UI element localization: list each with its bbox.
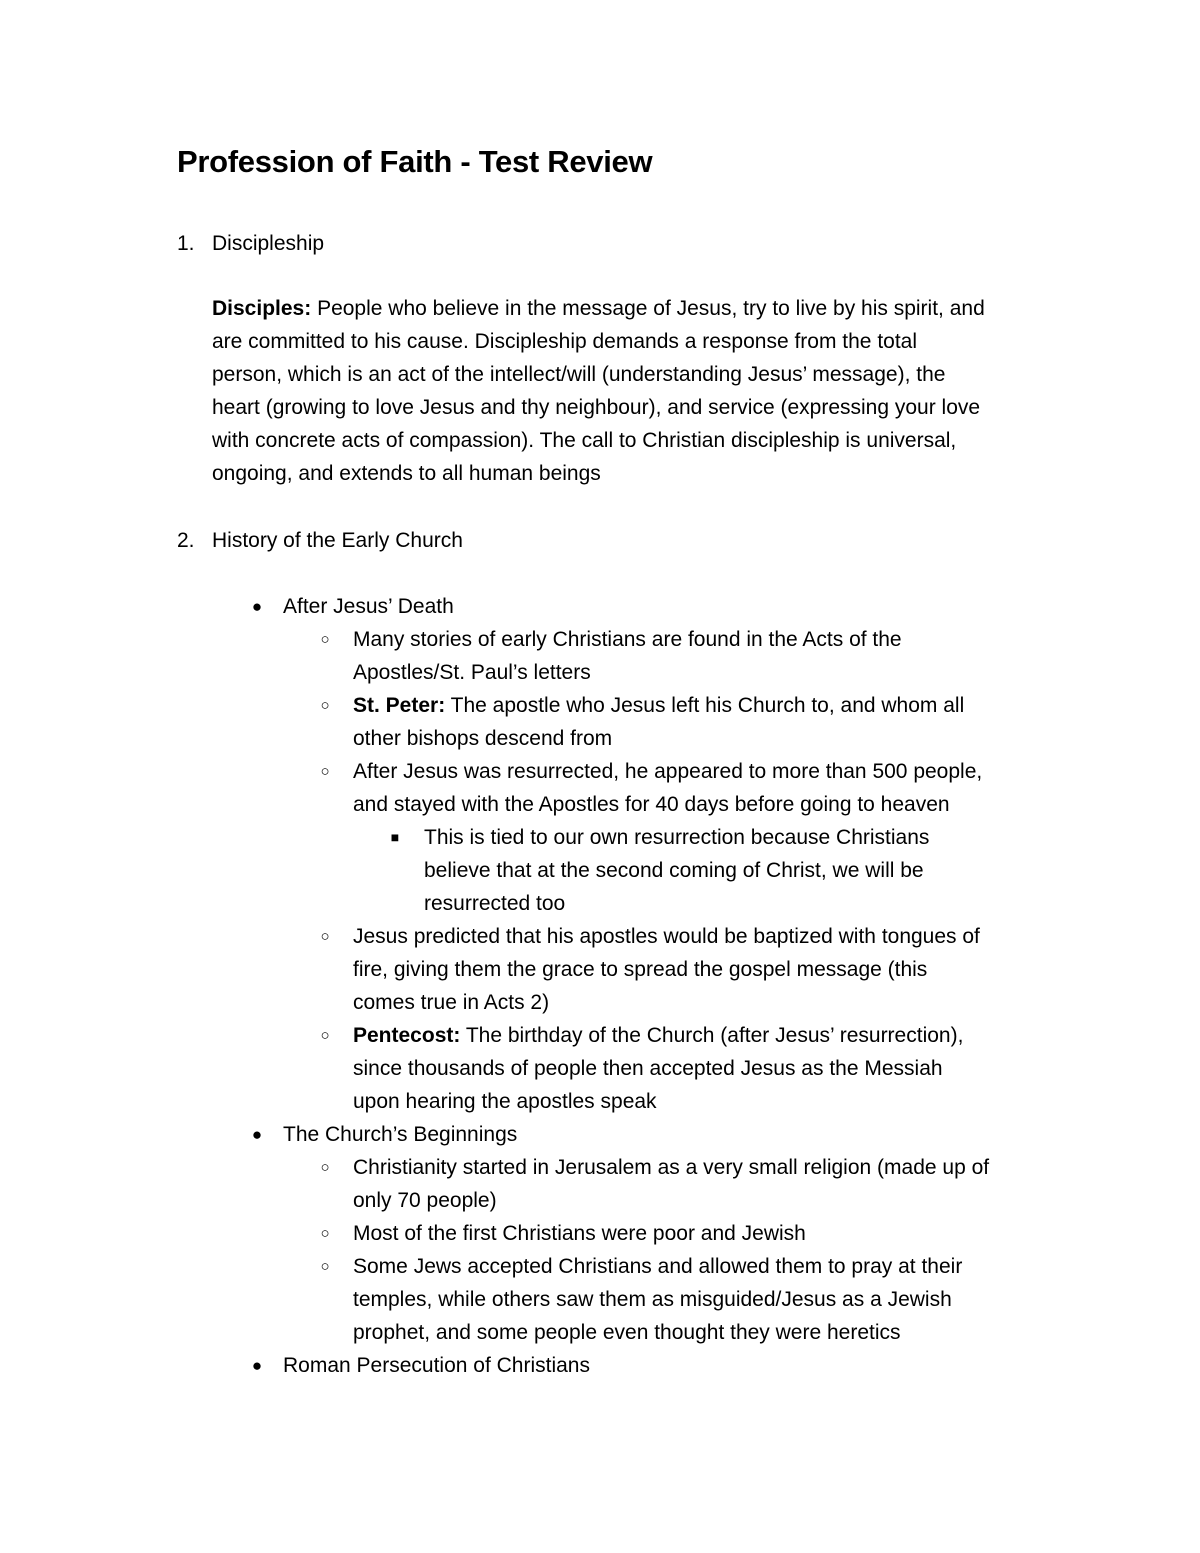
bullet-after-jesus-death	[0, 590, 1200, 623]
early-church-outline	[0, 590, 1200, 1382]
definition-line: Disciples: People who believe in the message of Jesus, try to live by his spirit, and	[212, 297, 985, 320]
bullet-circle-icon: ○	[320, 1159, 330, 1176]
bullet-circle-icon: ○	[320, 697, 330, 714]
definition-term: Disciples:	[212, 297, 312, 320]
bullet-circle-icon: ○	[320, 1258, 330, 1275]
sub-bullet-acts-stories	[0, 623, 1200, 689]
bullet-circle-icon: ○	[320, 928, 330, 945]
definition-line: ongoing, and extends to all human beings	[212, 462, 601, 485]
sub-bullet-text: After Jesus was resurrected, he appeared to more than 500 people, and stayed with the Apostles for 40 days before going to heaven	[353, 760, 983, 816]
page-title: Profession of Faith - Test Review	[177, 144, 653, 179]
section-1-heading: Discipleship	[212, 232, 325, 255]
bullet-disc-icon: ●	[251, 1356, 263, 1375]
bullet-label: Roman Persecution of Christians	[283, 1354, 590, 1377]
definition-line: with concrete acts of compassion). The call to Christian discipleship is universal,	[212, 429, 957, 452]
bullet-circle-icon: ○	[320, 763, 330, 780]
bullet-churchs-beginnings	[0, 1118, 1200, 1151]
bullet-circle-icon: ○	[320, 1027, 330, 1044]
sub-bullet-text: Pentecost: The birthday of the Church (after Jesus’ resurrection), since thousands of people then accepted Jesus as the Messiah upon hearing the apostles speak	[353, 1024, 964, 1113]
bullet-label: The Church’s Beginnings	[283, 1123, 518, 1146]
term-pentecost: Pentecost:	[353, 1024, 461, 1047]
sub-bullet-text: Jesus predicted that his apostles would be baptized with tongues of fire, giving them the grace to spread the gospel message (this comes true in Acts 2)	[353, 925, 980, 1014]
disciples-definition	[212, 292, 1072, 490]
section-2-heading: History of the Early Church	[212, 529, 463, 552]
bullet-square-icon: ■	[390, 829, 400, 845]
sub-bullet-first-christians	[0, 1217, 1200, 1250]
sub-bullet-text: Many stories of early Christians are found in the Acts of the Apostles/St. Paul’s letters	[353, 628, 902, 684]
bullet-disc-icon: ●	[251, 1125, 263, 1144]
sub-bullet-jerusalem	[0, 1151, 1200, 1217]
sub-sub-bullet-our-resurrection	[0, 821, 1200, 920]
term-st-peter: St. Peter:	[353, 694, 446, 717]
section-1-number: 1.	[177, 232, 195, 255]
sub-bullet-text: Most of the first Christians were poor and Jewish	[353, 1222, 806, 1245]
sub-bullet-jews-accepted	[0, 1250, 1200, 1349]
sub-bullet-text: Christianity started in Jerusalem as a very small religion (made up of only 70 people)	[353, 1156, 990, 1212]
sub-bullet-tongues-of-fire	[0, 920, 1200, 1019]
definition-line: person, which is an act of the intellect/will (understanding Jesus’ message), the	[212, 363, 946, 386]
sub-sub-bullet-text: This is tied to our own resurrection because Christians believe that at the second coming of Christ, we will be resurrected too	[424, 826, 930, 915]
sub-bullet-text: St. Peter: The apostle who Jesus left his Church to, and whom all other bishops descend from	[353, 694, 965, 750]
definition-line: heart (growing to love Jesus and thy neighbour), and service (expressing your love	[212, 396, 981, 419]
bullet-disc-icon: ●	[251, 597, 263, 616]
bullet-roman-persecution	[0, 1349, 1200, 1382]
sub-bullet-resurrection	[0, 755, 1200, 821]
sub-bullet-text: Some Jews accepted Christians and allowed them to pray at their temples, while others saw them as misguided/Jesus as a Jewish prophet, and some people even thought they were heretics	[353, 1255, 963, 1344]
sub-bullet-pentecost	[0, 1019, 1200, 1118]
definition-line: are committed to his cause. Discipleship demands a response from the total	[212, 330, 918, 353]
bullet-label: After Jesus’ Death	[283, 595, 454, 618]
sub-bullet-st-peter	[0, 689, 1200, 755]
bullet-circle-icon: ○	[320, 631, 330, 648]
bullet-circle-icon: ○	[320, 1225, 330, 1242]
section-2-number: 2.	[177, 529, 195, 552]
